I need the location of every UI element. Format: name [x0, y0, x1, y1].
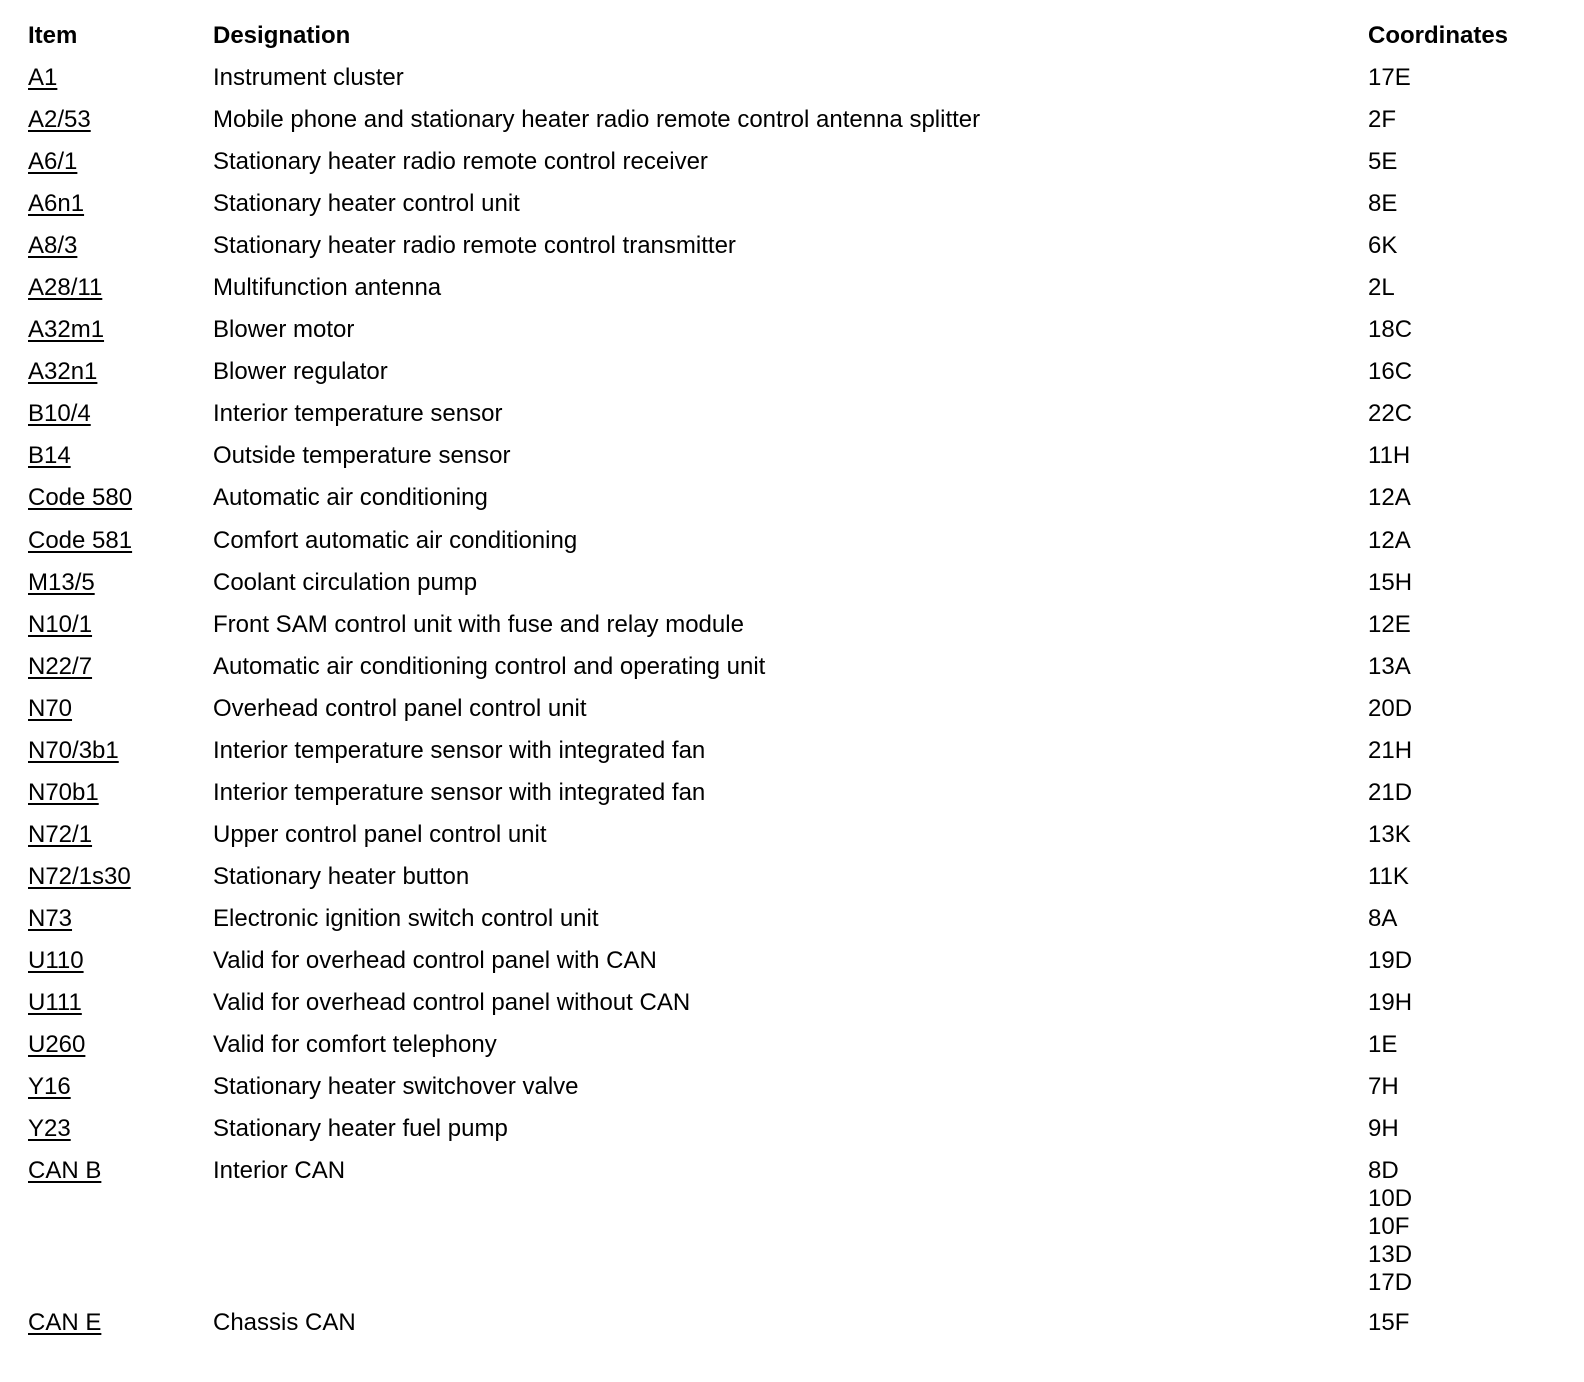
coordinate-value: 10D: [1368, 1185, 1413, 1212]
coordinate-value: 16C: [1368, 358, 1413, 385]
item-link[interactable]: U260: [28, 1031, 86, 1058]
item-link[interactable]: CAN B: [28, 1157, 102, 1184]
coordinate-value: 15F: [1368, 1309, 1410, 1336]
coordinates-cell: [1368, 947, 1412, 975]
designation-text: Comfort automatic air conditioning: [213, 527, 578, 554]
coordinate-value: 8E: [1368, 190, 1398, 217]
item-link[interactable]: CAN E: [28, 1309, 102, 1336]
coordinate-value: 6K: [1368, 232, 1398, 259]
coordinates-cell: [1368, 232, 1397, 260]
coordinates-cell: [1368, 1073, 1399, 1101]
coordinate-value: 13A: [1368, 653, 1411, 680]
item-link[interactable]: N70b1: [28, 779, 99, 806]
designation-text: Electronic ignition switch control unit: [213, 905, 599, 932]
item-link[interactable]: A6n1: [28, 190, 85, 217]
designation-text: Automatic air conditioning: [213, 484, 488, 511]
item-link[interactable]: N10/1: [28, 611, 93, 638]
item-link[interactable]: A32m1: [28, 316, 105, 343]
coordinate-value: 19H: [1368, 989, 1413, 1016]
coordinate-value: 22C: [1368, 400, 1413, 427]
coordinate-value: 12A: [1368, 484, 1411, 511]
header-coordinates: Coordinates: [1368, 22, 1509, 49]
coordinate-value: 20D: [1368, 695, 1413, 722]
item-link[interactable]: Code 581: [28, 527, 133, 554]
coordinates-cell: [1368, 190, 1397, 218]
coordinate-value: 19D: [1368, 947, 1413, 974]
designation-text: Multifunction antenna: [213, 274, 442, 301]
header-designation: Designation: [213, 22, 351, 49]
coordinate-value: 5E: [1368, 148, 1398, 175]
designation-text: Stationary heater switchover valve: [213, 1073, 579, 1100]
coordinate-value: 11H: [1368, 442, 1411, 469]
designation-text: Blower motor: [213, 316, 355, 343]
designation-text: Instrument cluster: [213, 64, 404, 91]
coordinate-value: 2F: [1368, 106, 1397, 133]
coordinate-value: 7H: [1368, 1073, 1399, 1100]
item-link[interactable]: N72/1: [28, 821, 93, 848]
item-link[interactable]: A6/1: [28, 148, 78, 175]
designation-text: Interior CAN: [213, 1157, 346, 1184]
designation-text: Interior temperature sensor with integrated fan: [213, 737, 706, 764]
item-link[interactable]: N72/1s30: [28, 863, 131, 890]
coordinates-cell: [1368, 989, 1412, 1017]
coordinates-cell: [1368, 737, 1412, 765]
item-link[interactable]: M13/5: [28, 569, 95, 596]
coordinates-cell: [1368, 779, 1412, 807]
header-item: Item: [28, 22, 78, 49]
coordinates-cell: [1368, 905, 1397, 933]
coordinate-value: 21H: [1368, 737, 1413, 764]
coordinate-value: 11K: [1368, 863, 1409, 890]
item-link[interactable]: A32n1: [28, 358, 98, 385]
designation-text: Stationary heater fuel pump: [213, 1115, 508, 1142]
item-link[interactable]: N22/7: [28, 653, 93, 680]
coordinate-value: 8D: [1368, 1157, 1399, 1184]
coordinates-cell: [1368, 64, 1411, 92]
coordinate-value: 15H: [1368, 569, 1413, 596]
item-link[interactable]: Code 580: [28, 484, 133, 511]
designation-text: Stationary heater radio remote control transmitter: [213, 232, 736, 259]
coordinates-cell: [1368, 442, 1410, 470]
item-link[interactable]: B10/4: [28, 400, 91, 427]
designation-text: Outside temperature sensor: [213, 442, 511, 469]
item-link[interactable]: N70/3b1: [28, 737, 119, 764]
coordinates-cell: [1368, 653, 1411, 681]
designation-text: Chassis CAN: [213, 1309, 356, 1336]
coordinate-value: 1E: [1368, 1031, 1398, 1058]
item-link[interactable]: Y23: [28, 1115, 71, 1142]
coordinate-value: 13D: [1368, 1241, 1413, 1268]
item-link[interactable]: N70: [28, 695, 73, 722]
coordinates-cell: [1368, 695, 1412, 723]
item-link[interactable]: A1: [28, 64, 58, 91]
coordinates-cell: [1368, 821, 1411, 849]
coordinates-cell: [1368, 400, 1412, 428]
designation-text: Upper control panel control unit: [213, 821, 547, 848]
designation-text: Stationary heater radio remote control receiver: [213, 148, 708, 175]
item-link[interactable]: A8/3: [28, 232, 78, 259]
coordinates-cell: [1368, 527, 1411, 555]
coordinates-cell: [1368, 1157, 1412, 1297]
coordinates-cell: [1368, 863, 1409, 891]
coordinates-cell: [1368, 569, 1412, 597]
coordinate-value: 12A: [1368, 527, 1411, 554]
designation-text: Valid for overhead control panel without CAN: [213, 989, 691, 1016]
designation-text: Stationary heater button: [213, 863, 470, 890]
coordinate-value: 10F: [1368, 1213, 1410, 1240]
coordinate-value: 17D: [1368, 1269, 1413, 1296]
designation-text: Blower regulator: [213, 358, 388, 385]
coordinate-value: 13K: [1368, 821, 1411, 848]
coordinates-cell: [1368, 148, 1397, 176]
coordinate-value: 12E: [1368, 611, 1411, 638]
coordinates-cell: [1368, 611, 1411, 639]
designation-text: Interior temperature sensor: [213, 400, 503, 427]
coordinates-cell: [1368, 1115, 1399, 1143]
item-link[interactable]: U110: [28, 947, 84, 974]
designation-text: Front SAM control unit with fuse and relay module: [213, 611, 744, 638]
coordinates-cell: [1368, 1031, 1397, 1059]
designation-text: Valid for overhead control panel with CAN: [213, 947, 657, 974]
coordinate-value: 21D: [1368, 779, 1413, 806]
coordinate-value: 18C: [1368, 316, 1413, 343]
designation-text: Overhead control panel control unit: [213, 695, 587, 722]
designation-text: Stationary heater control unit: [213, 190, 520, 217]
coordinates-cell: [1368, 484, 1411, 512]
coordinates-cell: [1368, 1309, 1409, 1337]
item-link[interactable]: Y16: [28, 1073, 71, 1100]
designation-text: Automatic air conditioning control and operating unit: [213, 653, 766, 680]
coordinates-cell: [1368, 358, 1412, 386]
designation-text: Mobile phone and stationary heater radio remote control antenna splitter: [213, 106, 981, 133]
coordinate-value: 17E: [1368, 64, 1411, 91]
coordinates-cell: [1368, 274, 1395, 302]
designation-text: Valid for comfort telephony: [213, 1031, 497, 1058]
coordinate-value: 2L: [1368, 274, 1395, 301]
coordinates-cell: [1368, 106, 1396, 134]
coordinates-cell: [1368, 316, 1412, 344]
item-link[interactable]: N73: [28, 905, 73, 932]
coordinate-value: 8A: [1368, 905, 1398, 932]
item-link[interactable]: A2/53: [28, 106, 91, 133]
item-link[interactable]: B14: [28, 442, 71, 469]
item-link[interactable]: U111: [28, 989, 82, 1016]
item-link[interactable]: A28/11: [28, 274, 103, 301]
designation-text: Coolant circulation pump: [213, 569, 478, 596]
coordinate-value: 9H: [1368, 1115, 1399, 1142]
designation-text: Interior temperature sensor with integrated fan: [213, 779, 706, 806]
